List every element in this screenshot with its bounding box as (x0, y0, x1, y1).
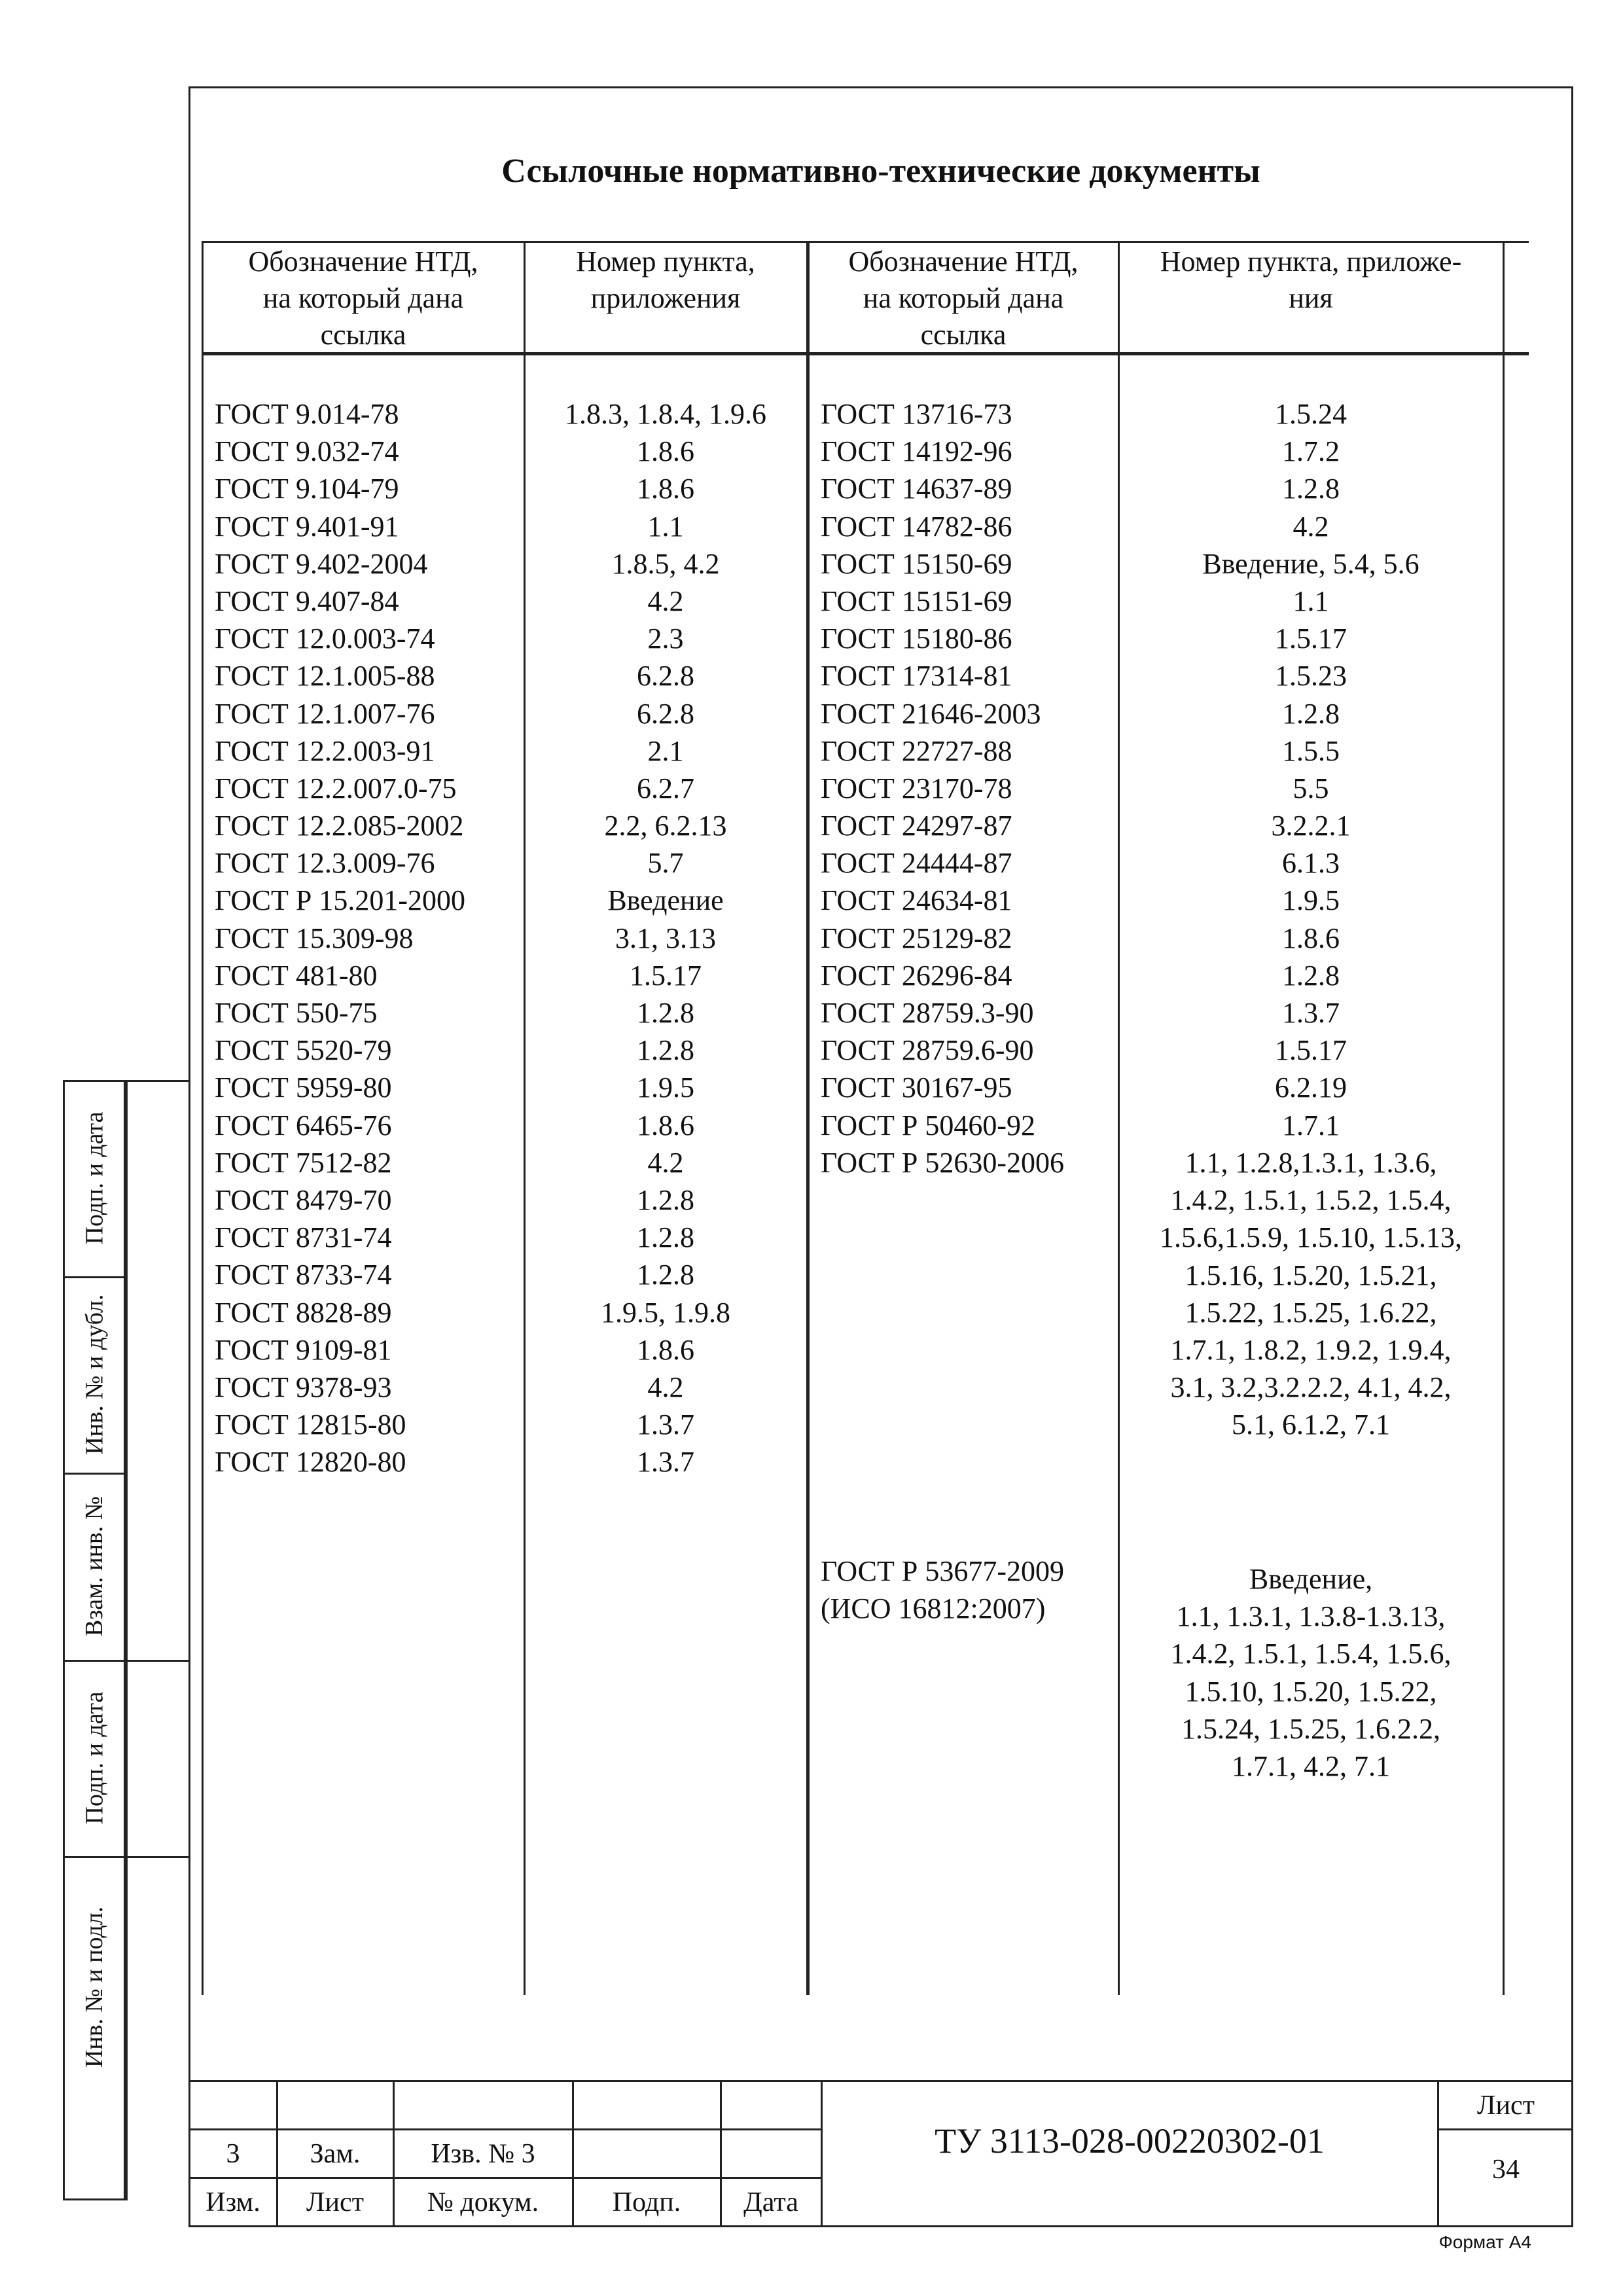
table-cell-ref: 1.5.17 (1275, 1034, 1347, 1067)
table-cell-ref: 1.5.24 (1275, 398, 1347, 430)
table-col-divider (806, 241, 810, 1995)
table-cell-ref: 2.3 (647, 622, 684, 655)
table-cell-ref: 1.2.8 (637, 1221, 694, 1254)
tb-sheet-label: Лист (1477, 2090, 1535, 2121)
table-cell-doc: ГОСТ 14192-96 (821, 435, 1012, 468)
table-cell-ref: 2.2, 6.2.13 (604, 810, 727, 842)
table-cell-ref: 1.8.3, 1.8.4, 1.9.6 (565, 398, 766, 430)
table-cell-doc: ГОСТ 25129-82 (821, 922, 1012, 954)
table-cell-ref: 6.2.8 (637, 697, 694, 730)
header-clause: Номер пункта, приложения (576, 245, 755, 314)
table-cell-ref: 1.2.8 (1282, 473, 1340, 505)
table-cell-ref: 1.1 (647, 510, 684, 543)
table-cell-doc: ГОСТ 12.1.007-76 (215, 697, 435, 730)
table-cell-doc: ГОСТ 6465-76 (215, 1109, 392, 1141)
table-cell-doc: ГОСТ 9.402-2004 (215, 547, 428, 580)
table-cell-doc: ГОСТ 21646-2003 (821, 697, 1041, 730)
table-cell-ref: 1.8.6 (1282, 922, 1340, 954)
table-cell-ref: 1.8.6 (637, 473, 694, 505)
side-label-podp-data-2: Подп. и дата (80, 1691, 109, 1825)
table-cell-ref: 2.1 (647, 734, 684, 767)
table-cell-ref: 6.2.19 (1275, 1071, 1347, 1104)
right-doc-column (821, 395, 1115, 1144)
table-cell-doc: ГОСТ 15150-69 (821, 547, 1012, 580)
table-cell-ref: 1.3.7 (637, 1408, 694, 1441)
table-cell-ref: 1.7.2 (1282, 435, 1340, 468)
table-cell-ref: 1.2.8 (637, 1034, 694, 1067)
table-cell-ref: 1.9.5, 1.9.8 (601, 1296, 730, 1329)
table-cell-doc: ГОСТ 12.2.003-91 (215, 734, 435, 767)
right-ref-column (1119, 395, 1503, 1144)
table-cell-doc: ГОСТ 9.032-74 (215, 435, 399, 468)
table-cell-ref: 1.2.8 (1282, 959, 1340, 992)
table-cell-ref: 1.9.5 (637, 1071, 694, 1104)
table-cell-doc: ГОСТ 12815-80 (215, 1408, 406, 1441)
table-cell-ref: 1.5.23 (1275, 660, 1347, 692)
side-label-podp-data: Подп. и дата (80, 1111, 109, 1245)
table-cell-doc: ГОСТ 30167-95 (821, 1071, 1012, 1104)
tb-label-podp: Подп. (612, 2187, 681, 2217)
table-cell-doc: ГОСТ 5959-80 (215, 1071, 392, 1104)
tb-label-doc: № докум. (427, 2187, 539, 2217)
table-cell-ref: 5.7 (647, 847, 684, 880)
table-cell-doc: ГОСТ 550-75 (215, 997, 378, 1029)
tb-label-izm: Изм. (205, 2187, 260, 2217)
gost-53677-refs: Введение, 1.1, 1.3.1, 1.3.8-1.3.13, 1.4.2, 1.5.1, 1.5.4, 1.5.6, 1.5.10, 1.5.20, 1.5.22, 1.5.24, 1.5.25, 1.6.2.2, 1.7.1, 4.2, 7.1 (1170, 1563, 1452, 1783)
table-cell-doc: ГОСТ 7512-82 (215, 1146, 392, 1179)
table-cell-ref: 1.8.5, 4.2 (611, 547, 720, 580)
table-cell-ref: 1.2.8 (637, 1183, 694, 1216)
side-divider (126, 1080, 128, 2200)
table-cell-doc: ГОСТ 15151-69 (821, 584, 1012, 617)
table-cell-doc: ГОСТ 8828-89 (215, 1296, 392, 1329)
table-cell-ref: 1.8.6 (637, 1109, 694, 1141)
table-cell-ref: 1.9.5 (1282, 884, 1340, 917)
table-cell-ref: 1.7.1 (1282, 1109, 1340, 1141)
table-cell-ref: 1.2.8 (637, 1259, 694, 1291)
table-cell-doc: ГОСТ 12.1.005-88 (215, 660, 435, 692)
tb-label-data: Дата (743, 2187, 798, 2217)
table-cell-ref: 5.5 (1293, 772, 1329, 804)
table-cell-ref: 6.2.8 (637, 660, 694, 692)
table-cell-doc: ГОСТ 9378-93 (215, 1371, 392, 1403)
left-doc-column (215, 395, 522, 1480)
table-cell-doc: ГОСТ 5520-79 (215, 1034, 392, 1067)
table-cell-doc: ГОСТ 23170-78 (821, 772, 1012, 804)
left-ref-column (525, 395, 806, 1480)
side-label-inv-podl: Инв. № и подл. (80, 1906, 109, 2068)
tb-row-divider (1437, 2128, 1573, 2130)
table-cell-ref: 3.2.2.1 (1271, 810, 1351, 842)
page-frame-bottom (188, 2225, 1573, 2227)
table-cell-ref: 1.2.8 (1282, 697, 1340, 730)
gost-52630-refs: 1.1, 1.2.8,1.3.1, 1.3.6, 1.4.2, 1.5.1, 1.5.2, 1.5.4, 1.5.6,1.5.9, 1.5.10, 1.5.13, 1.5.16, 1.5.20, 1.5.21, 1.5.22, 1.5.25, 1.6.22, 1.7.1, 1.8.2, 1.9.2, 1.9.4, 3.1, 3.2,3.2.2.2, 4.1, 4.2, 5.1, 6.1.2, 7.1 (1160, 1147, 1462, 1441)
page-title: Ссылочные нормативно-технические документы (501, 152, 1260, 190)
header-designation: Обозначение НТД, на который дана ссылка (248, 245, 478, 351)
table-cell-ref: 1.8.6 (637, 1333, 694, 1366)
table-cell-doc: ГОСТ 15.309-98 (215, 922, 414, 954)
table-cell-ref: 1.5.17 (630, 959, 702, 992)
table-cell-ref: 1.3.7 (1282, 997, 1340, 1029)
table-cell-doc: ГОСТ 12.0.003-74 (215, 622, 435, 655)
table-cell-ref: Введение, 5.4, 5.6 (1202, 547, 1419, 580)
table-cell-doc: ГОСТ 9.014-78 (215, 398, 399, 430)
tb-sheet-number: 34 (1492, 2155, 1520, 2185)
table-cell-doc: ГОСТ 24444-87 (821, 847, 1012, 880)
tb-label-list: Лист (306, 2187, 364, 2217)
table-cell-ref: 4.2 (647, 584, 684, 617)
table-cell-doc: ГОСТ 8733-74 (215, 1259, 392, 1291)
table-cell-doc: ГОСТ 14782-86 (821, 510, 1012, 543)
table-cell-ref: 3.1, 3.13 (615, 922, 716, 954)
table-cell-doc: ГОСТ 24297-87 (821, 810, 1012, 842)
table-cell-doc: ГОСТ 28759.3-90 (821, 997, 1034, 1029)
table-cell-ref: 1.3.7 (637, 1446, 694, 1479)
table-cell-doc: ГОСТ Р 15.201-2000 (215, 884, 466, 917)
table-cell-doc: ГОСТ 22727-88 (821, 734, 1012, 767)
table-cell-ref: 6.1.3 (1282, 847, 1340, 880)
table-border (1503, 241, 1505, 1995)
side-label-vzam-inv: Взам. инв. № (80, 1496, 109, 1637)
table-cell-doc: ГОСТ 8479-70 (215, 1183, 392, 1216)
side-label-inv-dubl: Инв. № и дубл. (80, 1294, 108, 1455)
table-cell-ref: 4.2 (647, 1371, 684, 1403)
table-cell-doc: ГОСТ 17314-81 (821, 660, 1012, 692)
table-cell-ref: 4.2 (647, 1146, 684, 1179)
table-cell-doc: ГОСТ 9.407-84 (215, 584, 399, 617)
gost-52630-doc: ГОСТ Р 52630-2006 (821, 1147, 1065, 1179)
table-cell-doc: ГОСТ 12820-80 (215, 1446, 406, 1479)
table-cell-ref: 1.2.8 (637, 997, 694, 1029)
format-label: Формат А4 (1438, 2232, 1531, 2252)
table-border (202, 241, 204, 1995)
tb-row-divider (188, 2128, 821, 2130)
tb-border (188, 2080, 1573, 2082)
tb-rev-doc: Изв. № 3 (431, 2139, 535, 2169)
table-top-border (203, 241, 1529, 243)
tb-row-divider (188, 2177, 821, 2179)
table-cell-ref: 1.1 (1293, 584, 1329, 617)
table-cell-ref: 6.2.7 (637, 772, 694, 804)
table-cell-ref: 1.8.6 (637, 435, 694, 468)
table-cell-doc: ГОСТ 12.2.007.0-75 (215, 772, 457, 804)
document-code: ТУ 3113-028-00220302-01 (935, 2121, 1325, 2161)
table-cell-doc: ГОСТ 24634-81 (821, 884, 1012, 917)
table-cell-ref: 1.5.5 (1282, 734, 1340, 767)
tb-rev-no: 3 (226, 2139, 240, 2169)
table-cell-doc: ГОСТ 13716-73 (821, 398, 1012, 430)
header-clause-2: Номер пункта, приложе- ния (1160, 245, 1462, 314)
table-cell-doc: ГОСТ Р 50460-92 (821, 1109, 1036, 1141)
table-cell-doc: ГОСТ 481-80 (215, 959, 378, 992)
table-cell-doc: ГОСТ 26296-84 (821, 959, 1012, 992)
table-cell-ref: 4.2 (1293, 510, 1329, 543)
table-cell-doc: ГОСТ 8731-74 (215, 1221, 392, 1254)
gost-53677-doc: ГОСТ Р 53677-2009 (ИСО 16812:2007) (821, 1555, 1065, 1625)
table-cell-ref: 1.5.17 (1275, 622, 1347, 655)
table-cell-doc: ГОСТ 12.3.009-76 (215, 847, 435, 880)
table-cell-doc: ГОСТ 15180-86 (821, 622, 1012, 655)
table-cell-doc: ГОСТ 9.401-91 (215, 510, 399, 543)
table-cell-doc: ГОСТ 9109-81 (215, 1333, 392, 1366)
table-cell-doc: ГОСТ 12.2.085-2002 (215, 810, 464, 842)
table-cell-doc: ГОСТ 9.104-79 (215, 473, 399, 505)
header-designation-2: Обозначение НТД, на который дана ссылка (848, 245, 1079, 351)
tb-rev-type: Зам. (310, 2139, 361, 2169)
table-cell-doc: ГОСТ 28759.6-90 (821, 1034, 1034, 1067)
table-cell-ref: Введение (607, 884, 724, 917)
table-cell-doc: ГОСТ 14637-89 (821, 473, 1012, 505)
